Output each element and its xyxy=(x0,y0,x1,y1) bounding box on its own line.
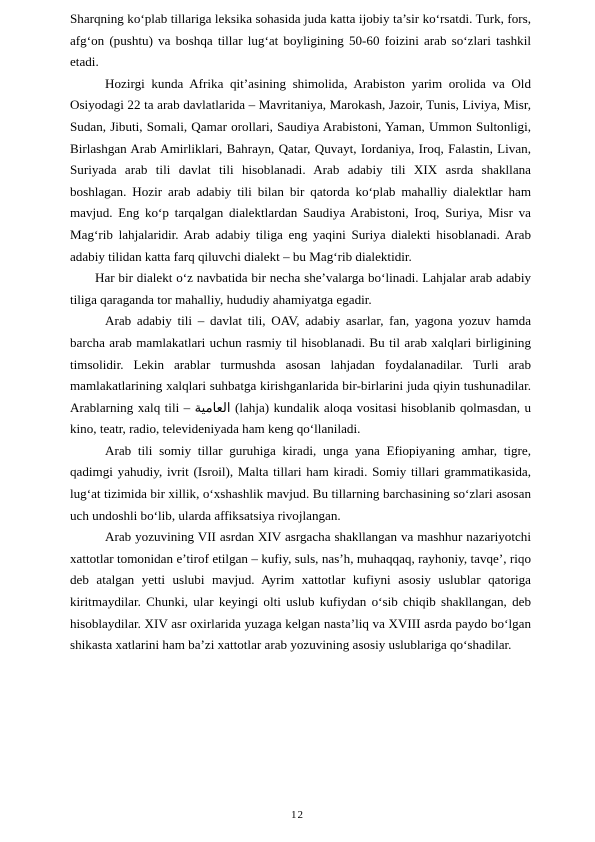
paragraph-5: Arab tili somiy tillar guruhiga kiradi, unga yana Efiopiyaning amhar, tigre, qadimgi yahudiy, ivrit (Isroil), Malta tillari ham kiradi. Somiy tillari grammatikasida, lug‘at tizimida bir xillik, o‘xshashlik mavjud. Bu tillarning barchasining so‘zlari asosan uch undoshli bo‘lib, ularda affiksatsiya rivojlangan. xyxy=(70,442,531,523)
page-number: 12 xyxy=(291,809,304,821)
paragraph-3: Har bir dialekt o‘z navbatida bir necha she’valarga bo‘linadi. Lahjalar arab adabiy tiliga qaraganda tor mahalliy, hududiy ahamiyatga egadir. xyxy=(70,270,531,307)
document-page xyxy=(70,8,531,656)
paragraph-4: Arab adabiy tili – davlat tili, OAV, adabiy asarlar, fan, yagona yozuv hamda barcha arab mamlakatlari uchun rasmiy til hisoblanadi. Bu til arab xalqlari birligining timsolidir. Lekin arablar turmushda asosan lahjadan foydalanadilar. Turli arab mamlakatlarining xalqlari suhbatga kirishganlarida bir-birlarini juda qiyin tushunadilar. Arablarning xalq tili – العامية (lahja) kundalik aloqa vositasi hisoblanib qolmasdan, u kino, teatr, radio, televideniyada ham keng qo‘llaniladi. xyxy=(70,313,532,437)
paragraph-6: Arab yozuvining VII asrdan XIV asrgacha shakllangan va mashhur nazariyotchi xattotlar tomonidan e’tirof etilgan – kufiy, suls, nas’h, muhaqqaq, rayhoniy, tavqe’, riqo deb atalgan yetti uslubi mavjud. Ayrim xattotlar kufiyni asosiy uslublar qatoriga kiritmaydilar. Chunki, ular keyingi olti uslub kufiydan o‘sib chiqib shakllangan, deb hisoblaydilar. XIV asr oxirlarida yuzaga kelgan nasta’liq va XVIII asrda paydo bo‘lgan shikasta xatlarini ham ba’zi xattotlar arab yozuvining asosiy uslublariga qo‘shadilar. xyxy=(70,529,531,653)
paragraph-2: Hozirgi kunda Afrika qit’asining shimolida, Arabiston yarim orolida va Old Osiyodagi 22 ta arab davlatlarida – Mavritaniya, Marokash, Jazoir, Tunis, Liviya, Misr, Sudan, Jibuti, Somali, Qamar orollari, Saudiya Arabistoni, Yaman, Ummon Sultonligi, Birlashgan Arab Amirliklari, Bahrayn, Qatar, Quvayt, Iordaniya, Iroq, Falastin, Livan, Suriyada arab tili davlat tili hisoblanadi. Arab adabiy tili XIX asrda shakllana boshlagan. Hozir arab adabiy tili bilan bir qatorda ko‘plab mahalliy dialektlar ham mavjud. Eng ko‘p tarqalgan dialektlardan Saudiya Arabistoni, Iroq, Suriya, Misr va Mag‘rib lahjalaridir. Arab adabiy tiliga eng yaqini Suriya dialekti hisoblanadi. Arab adabiy tilidan katta farq qiluvchi dialekt – bu Mag‘rib dialektidir. xyxy=(70,75,531,264)
paragraph-1: Sharqning ko‘plab tillariga leksika sohasida juda katta ijobiy ta’sir ko‘rsatdi. Turk, fors, afg‘on (pushtu) va boshqa tillar lug‘at boyligining 50-60 foizini arab so‘zlari tashkil etadi. xyxy=(70,11,531,70)
